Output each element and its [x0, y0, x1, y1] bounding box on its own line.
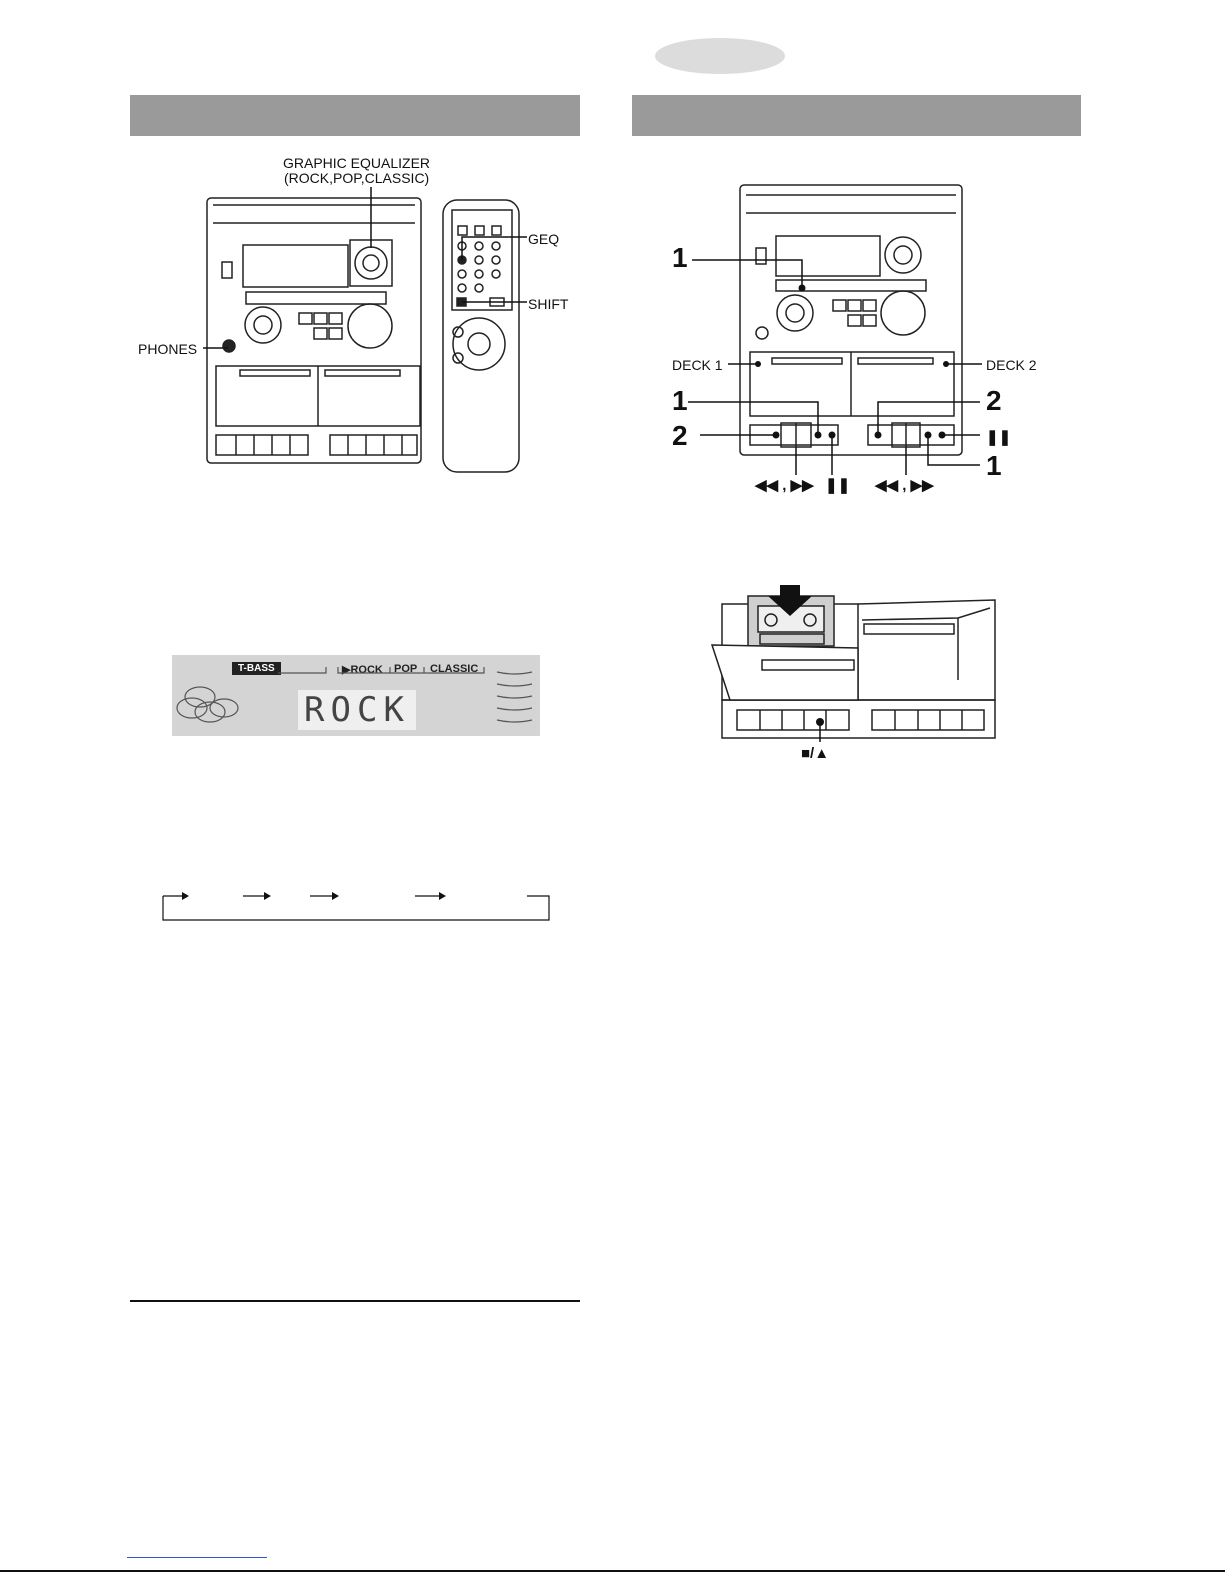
shift-label: SHIFT [528, 296, 569, 312]
step-2-marker-deck2: 2 [986, 385, 1002, 416]
rew-ff-symbol-deck1: ◀◀ , ▶▶ [755, 477, 814, 494]
tbass-indicator: T-BASS [232, 662, 281, 675]
step-1-marker-deck2: 1 [986, 450, 1002, 481]
display-readout: ROCK [298, 690, 416, 730]
eq-modes-label: (ROCK,POP,CLASSIC) [284, 170, 430, 186]
pop-indicator: POP [394, 663, 418, 675]
footer-link-underline [127, 1557, 267, 1558]
deck-2-label: DECK 2 [986, 357, 1037, 373]
pause-symbol-deck2: ❚❚ [986, 429, 1012, 446]
stop-eject-symbol: ■/▲ [801, 745, 830, 762]
rock-indicator: ▶ROCK [342, 664, 383, 676]
geq-label: GEQ [528, 231, 560, 247]
rew-ff-symbol-deck2: ◀◀ , ▶▶ [875, 477, 934, 494]
step-1-marker-top: 1 [672, 242, 688, 273]
classic-indicator: CLASSIC [430, 663, 479, 675]
deck-1-label: DECK 1 [672, 357, 723, 373]
graphic-equalizer-label: GRAPHIC EQUALIZER [283, 155, 431, 171]
step-1-marker-deck1: 1 [672, 385, 688, 416]
step-2-marker-deck1: 2 [672, 420, 688, 451]
pause-symbol-deck1: ❚❚ [825, 477, 851, 494]
phones-label: PHONES [138, 341, 198, 357]
footer-rule [0, 1570, 1225, 1572]
